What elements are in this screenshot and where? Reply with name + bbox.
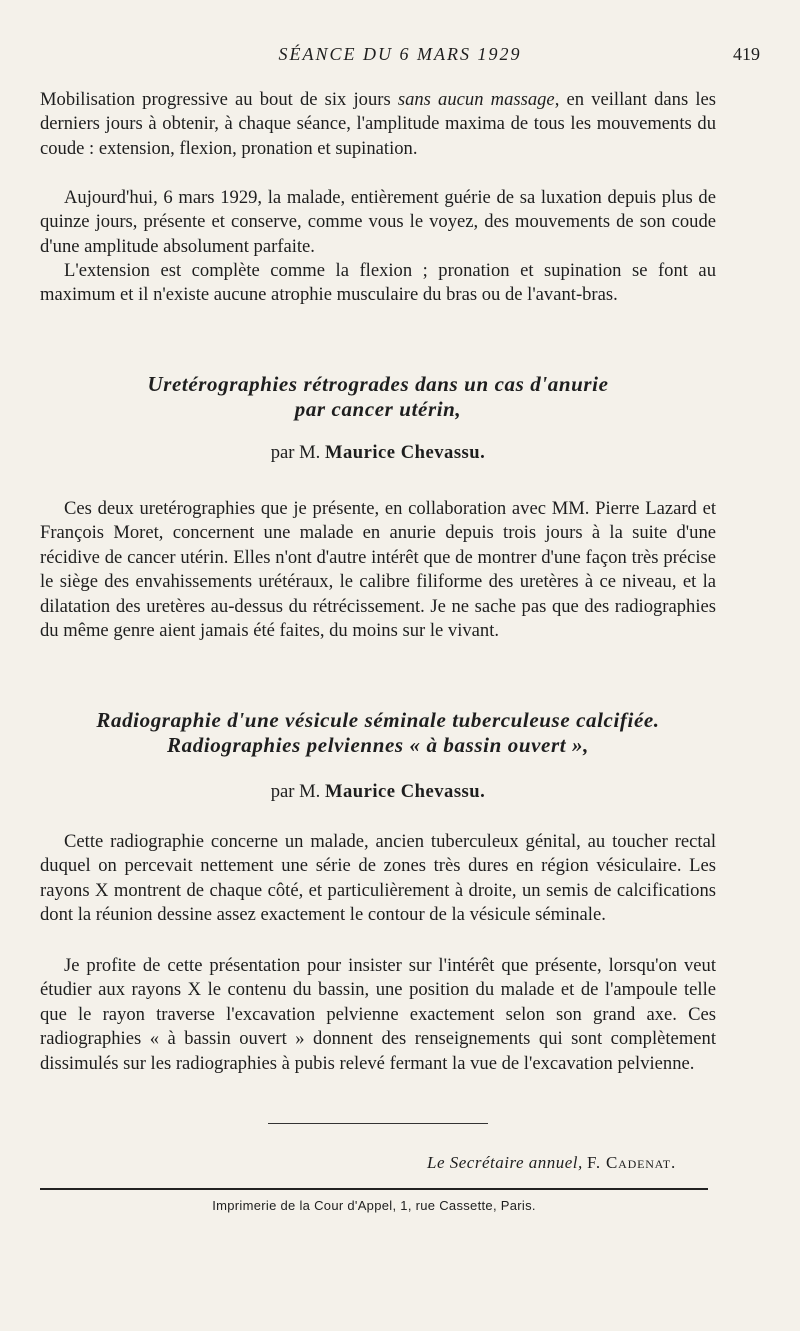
author-name: Maurice Chevassu. — [324, 781, 486, 802]
page-number: 419 — [733, 44, 760, 64]
printer-imprint: Imprimerie de la Cour d'Appel, 1, rue Cassette, Paris. — [212, 1198, 536, 1213]
paragraph-bassin-ouvert: Je profite de cette présentation pour insister sur l'intérêt que présente, lorsqu'on veut étudier aux rayons X le contenu du bassin, une position du malade et de l'ampoule telle que le rayon traverse l'excavation pelvienne exactement selon son grand axe. Ces radiographies « à bassin ouvert » donnent des renseignements qui sont complètement dissimulés sur les radiographies à pubis relevé fermant la vue de l'excavation pelvienne. — [40, 955, 716, 1074]
paragraph-ureterographies: Ces deux uretérographies que je présente, en collaboration avec MM. Pierre Lazard et François Moret, concernent une malade en anurie depuis trois jours à la suite d'une récidive de cancer utérin. Elles n'ont d'autre intérêt que de montrer d'une façon très précise le siège des envahissements urétéraux, le calibre filiforme des uretères à ce niveau, et la dilatation des uretères au-dessus du rétrécissement. Je ne sache pas que des radiographies du même genre aient jamais été faites, du moins sur le vivant. — [40, 498, 716, 642]
running-head-title: SÉANCE DU 6 MARS 1929 — [278, 44, 522, 64]
signature — [40, 1153, 676, 1173]
section-title-radiographie-line2: Radiographies pelviennes « à bassin ouvert », — [167, 733, 589, 757]
paragraph-extension: L'extension est complète comme la flexion ; pronation et supination se font au maximum et il n'existe aucune atrophie musculaire du bras ou de l'avant-bras. — [40, 260, 716, 306]
byline-section1 — [40, 442, 716, 464]
author-name: Maurice Chevassu. — [324, 442, 486, 463]
byline-section2 — [40, 781, 716, 803]
section-title-radiographie-line1: Radiographie d'une vésicule séminale tuberculeuse calcifiée. — [96, 708, 660, 732]
byline-prefix: par M. — [270, 442, 325, 463]
section-divider — [268, 1123, 488, 1124]
signature-role: Le Secrétaire annuel, — [427, 1153, 583, 1172]
paragraph-radiographie: Cette radiographie concerne un malade, ancien tuberculeux génital, au toucher rectal duquel on percevait nettement une série de zones très dures en région vésiculaire. Les rayons X montrent de chaque côté, et particulièrement à droite, un semis de calcifications dont la réunion dessine assez exactement le contour de la vésicule séminale. — [40, 831, 716, 926]
paragraph-mobilisation-start: Mobilisation progressive au bout de six jours — [40, 89, 398, 110]
section-title-ureterographies — [40, 372, 716, 422]
byline-prefix: par M. — [270, 781, 325, 802]
section-title-radiographie — [40, 708, 716, 758]
paragraph-mobilisation-end: , en veillant dans les derniers jours à obtenir, à chaque séance, l'amplitude maxima de tous les mouvements du coude : extension, flexion, pronation et supination. — [40, 89, 716, 159]
emphasis-sans-aucun-massage: sans aucun massage — [397, 89, 555, 110]
section-title-ureterographies-line1: Uretérographies rétrogrades dans un cas d'anurie — [147, 372, 609, 396]
section-title-ureterographies-line2: par cancer utérin, — [294, 397, 462, 421]
footer-rule — [40, 1188, 708, 1190]
signature-name: F. Cadenat. — [587, 1153, 676, 1172]
paragraph-mobilisation — [40, 88, 716, 161]
paragraph-aujourdhui: Aujourd'hui, 6 mars 1929, la malade, entièrement guérie de sa luxation depuis plus de quinze jours, présente et conserve, comme vous le voyez, des mouvements de son coude d'une amplitude absolument parfaite. — [40, 187, 716, 257]
running-head — [40, 44, 760, 68]
